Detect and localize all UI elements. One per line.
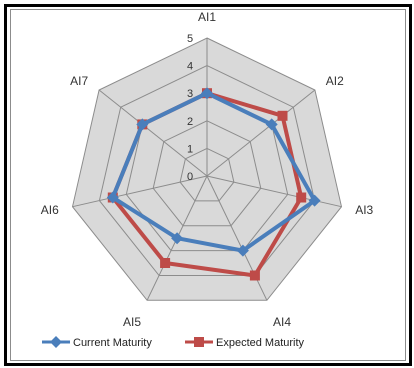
category-label: AI2 <box>325 74 344 89</box>
data-point <box>160 258 170 268</box>
category-label: AI4 <box>273 314 292 329</box>
tick-label: 1 <box>186 143 194 156</box>
data-point <box>250 271 260 281</box>
legend-item <box>185 337 305 349</box>
legend-label: Current Maturity <box>73 337 152 349</box>
category-label: AI7 <box>70 74 89 89</box>
category-label: AI3 <box>355 202 374 217</box>
data-point <box>278 111 288 121</box>
category-label: AI6 <box>40 202 59 217</box>
data-point <box>296 193 306 203</box>
category-label: AI5 <box>122 314 141 329</box>
tick-label: 2 <box>186 115 194 128</box>
legend-label: Expected Maturity <box>216 337 305 349</box>
data-point <box>194 337 204 347</box>
tick-label: 5 <box>186 33 194 45</box>
tick-label: 0 <box>186 171 194 183</box>
legend-item <box>42 336 152 349</box>
data-point <box>50 336 62 348</box>
tick-label: 4 <box>186 60 194 73</box>
tick-label: 3 <box>186 88 194 101</box>
category-label: AI1 <box>197 10 217 24</box>
